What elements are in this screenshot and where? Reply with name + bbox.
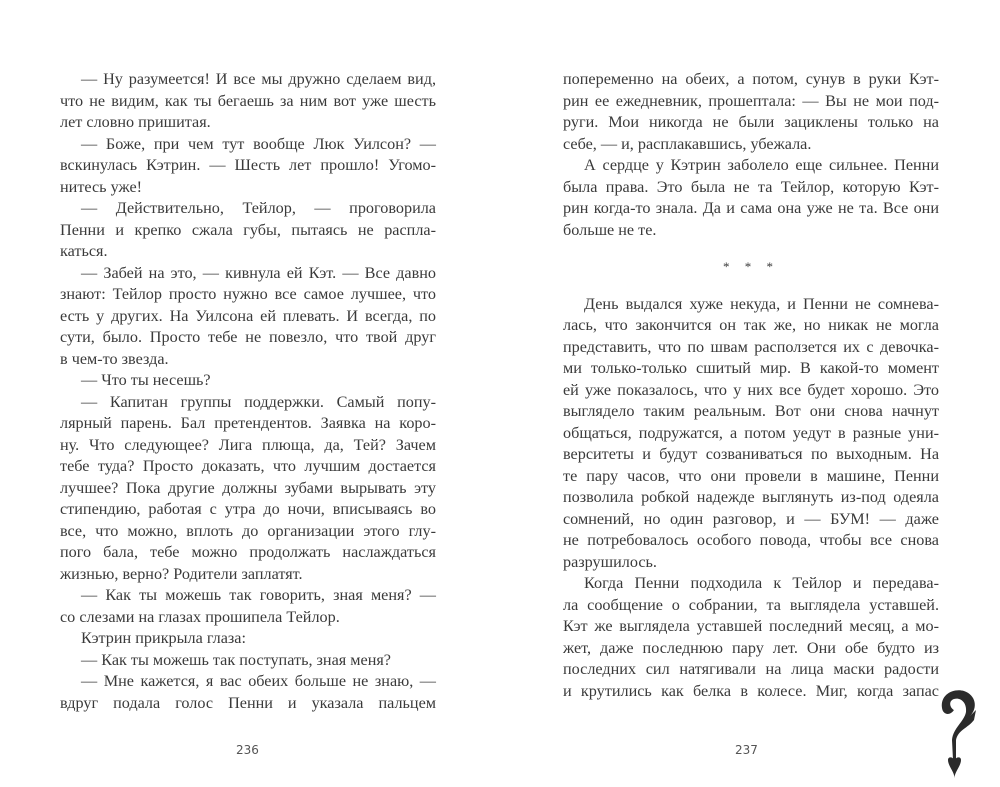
- text-line: больше не те.: [563, 220, 657, 239]
- text-line: ла сообщение о собрании, та выглядела уставшей.: [563, 595, 939, 614]
- text-line: попеременно на обеих, а потом, сунув в руки Кэт-: [563, 70, 939, 88]
- text-line: представить, что по швам расползется их с девочка-: [563, 337, 939, 356]
- text-line: ей уже показалось, что у них все будет хорошо. Это: [563, 380, 939, 399]
- text-line: пого бала, тебе можно продолжать наслаждаться: [60, 543, 436, 561]
- text-line: сомнений, но один разговор, и — БУМ! — даже: [563, 509, 939, 528]
- text-line: вскинулась Кэтрин. — Шесть лет прошло! Угомо-: [60, 156, 436, 174]
- text-line: рин ее ежедневник, прошептала: — Вы не мои под-: [563, 91, 939, 110]
- text-line: последних сил натягивали на лица маски радости: [563, 660, 939, 678]
- text-line: Пенни и крепко сжала губы, пытаясь не распла-: [60, 220, 436, 239]
- text-line: лучшее? Пока другие должны зубами вырывать эту: [60, 478, 436, 497]
- paragraph: [60, 650, 436, 672]
- text-line: каться.: [60, 242, 108, 260]
- text-line: День выдался хуже некуда, и Пенни не сомнева-: [584, 294, 939, 313]
- text-line: — Мне кажется, я вас обеих больше не знаю, —: [81, 672, 436, 690]
- text-line: руги. Мои никогда не были зациклены только на: [563, 113, 939, 131]
- paragraph: [60, 370, 436, 392]
- left-page-text: [60, 69, 436, 714]
- paragraph: [60, 628, 436, 650]
- text-line: — Забей на это, — кивнула ей Кэт. — Все давно: [81, 263, 436, 282]
- paragraph: [563, 69, 939, 155]
- page-number-left: 236: [236, 743, 259, 757]
- text-line: лась, что закончится он так же, но никак не могла: [563, 316, 939, 334]
- text-line: — Что ты несешь?: [81, 371, 211, 389]
- text-line: знают: Тейлор просто нужно все самое лучшее, что: [60, 285, 436, 303]
- text-line: все, что можно, вплоть до организации этого глу-: [60, 521, 436, 540]
- text-line: — Действительно, Тейлор, — проговорила: [81, 199, 436, 217]
- paragraph: [563, 573, 939, 702]
- section-break: * * *: [723, 259, 779, 274]
- text-line: ми только-только сшитый мир. В какой-то момент: [563, 359, 939, 377]
- text-line: Кэтрин прикрыла глаза:: [81, 629, 246, 647]
- paragraph: [60, 392, 436, 586]
- text-line: лет словно пришитая.: [60, 113, 211, 131]
- text-line: со слезами на глазах прошипела Тейлор.: [60, 607, 340, 626]
- paragraph: [60, 69, 436, 134]
- text-line: нитесь уже!: [60, 177, 143, 196]
- text-line: лярный парень. Бал претендентов. Заявка на коро-: [60, 414, 436, 432]
- text-line: — Капитан группы поддержки. Самый попу-: [81, 392, 436, 411]
- paragraph: [60, 263, 436, 371]
- text-line: — Боже, при чем тут вообще Люк Уилсон? —: [81, 134, 436, 153]
- text-line: позволила робкой надежде выглянуть из-под одеяла: [563, 488, 939, 506]
- text-line: общаться, подружатся, а потом уедут в разные уни-: [563, 423, 939, 442]
- text-line: в чем-то звезда.: [60, 349, 169, 368]
- text-line: была права. Это была не та Тейлор, которую Кэт-: [563, 177, 939, 196]
- text-line: ну. Что следующее? Лига плюща, да, Тей? Зачем: [60, 435, 436, 454]
- paragraph: [60, 585, 436, 628]
- right-page-text: [563, 69, 939, 702]
- text-line: разрушилось.: [563, 552, 657, 571]
- text-line: стипендию, работая с утра до ночи, вписываясь во: [60, 500, 436, 518]
- paragraph: [60, 134, 436, 199]
- text-line: выглядело таким реальным. Вот они снова начнут: [563, 402, 939, 420]
- text-line: есть у других. На Уилсона ей плевать. И всегда, по: [60, 306, 436, 325]
- text-line: что не видим, как ты бегаешь за ним вот уже шесть: [60, 91, 436, 110]
- paragraph: [60, 198, 436, 263]
- text-line: — Как ты можешь так поступать, зная меня?: [81, 650, 391, 669]
- text-line: Когда Пенни подходила к Тейлор и передава-: [584, 574, 939, 592]
- question-mark-ornament-icon: [936, 686, 980, 780]
- text-line: Кэт же выглядела уставшей последний месяц, а мо-: [563, 617, 939, 635]
- page-number-right: 237: [735, 743, 758, 757]
- right-page-after-break: [563, 294, 939, 703]
- text-line: не потребовалось особого повода, чтобы все снова: [563, 531, 939, 549]
- paragraph: [563, 294, 939, 574]
- text-line: сути, было. Просто тебе не повезло, что твой друг: [60, 328, 436, 346]
- text-line: те пару часов, что они провели в машине, Пенни: [563, 466, 939, 485]
- text-line: верситеты и будут созваниваться по выходным. На: [563, 445, 939, 463]
- text-line: себе, — и, расплакавшись, убежала.: [563, 134, 812, 153]
- paragraph: [60, 671, 436, 714]
- text-line: вдруг подала голос Пенни и указала пальцем: [60, 693, 436, 712]
- text-line: и крутились как белка в колесе. Миг, когда запас: [563, 681, 939, 700]
- text-line: жет, даже последнюю пару лет. Они обе будто из: [563, 638, 939, 657]
- text-line: рин когда-то знала. Да и сама она уже не та. Все они: [563, 199, 939, 217]
- text-line: — Ну разумеется! И все мы дружно сделаем вид,: [81, 70, 436, 88]
- text-line: жизнью, верно? Родители заплатят.: [60, 564, 303, 583]
- text-line: тебе туда? Просто доказать, что лучшим достается: [60, 457, 436, 475]
- paragraph: [563, 155, 939, 241]
- text-line: — Как ты можешь так говорить, зная меня? —: [81, 586, 436, 604]
- right-page-before-break: [563, 69, 939, 241]
- text-line: А сердце у Кэтрин заболело еще сильнее. Пенни: [584, 156, 939, 174]
